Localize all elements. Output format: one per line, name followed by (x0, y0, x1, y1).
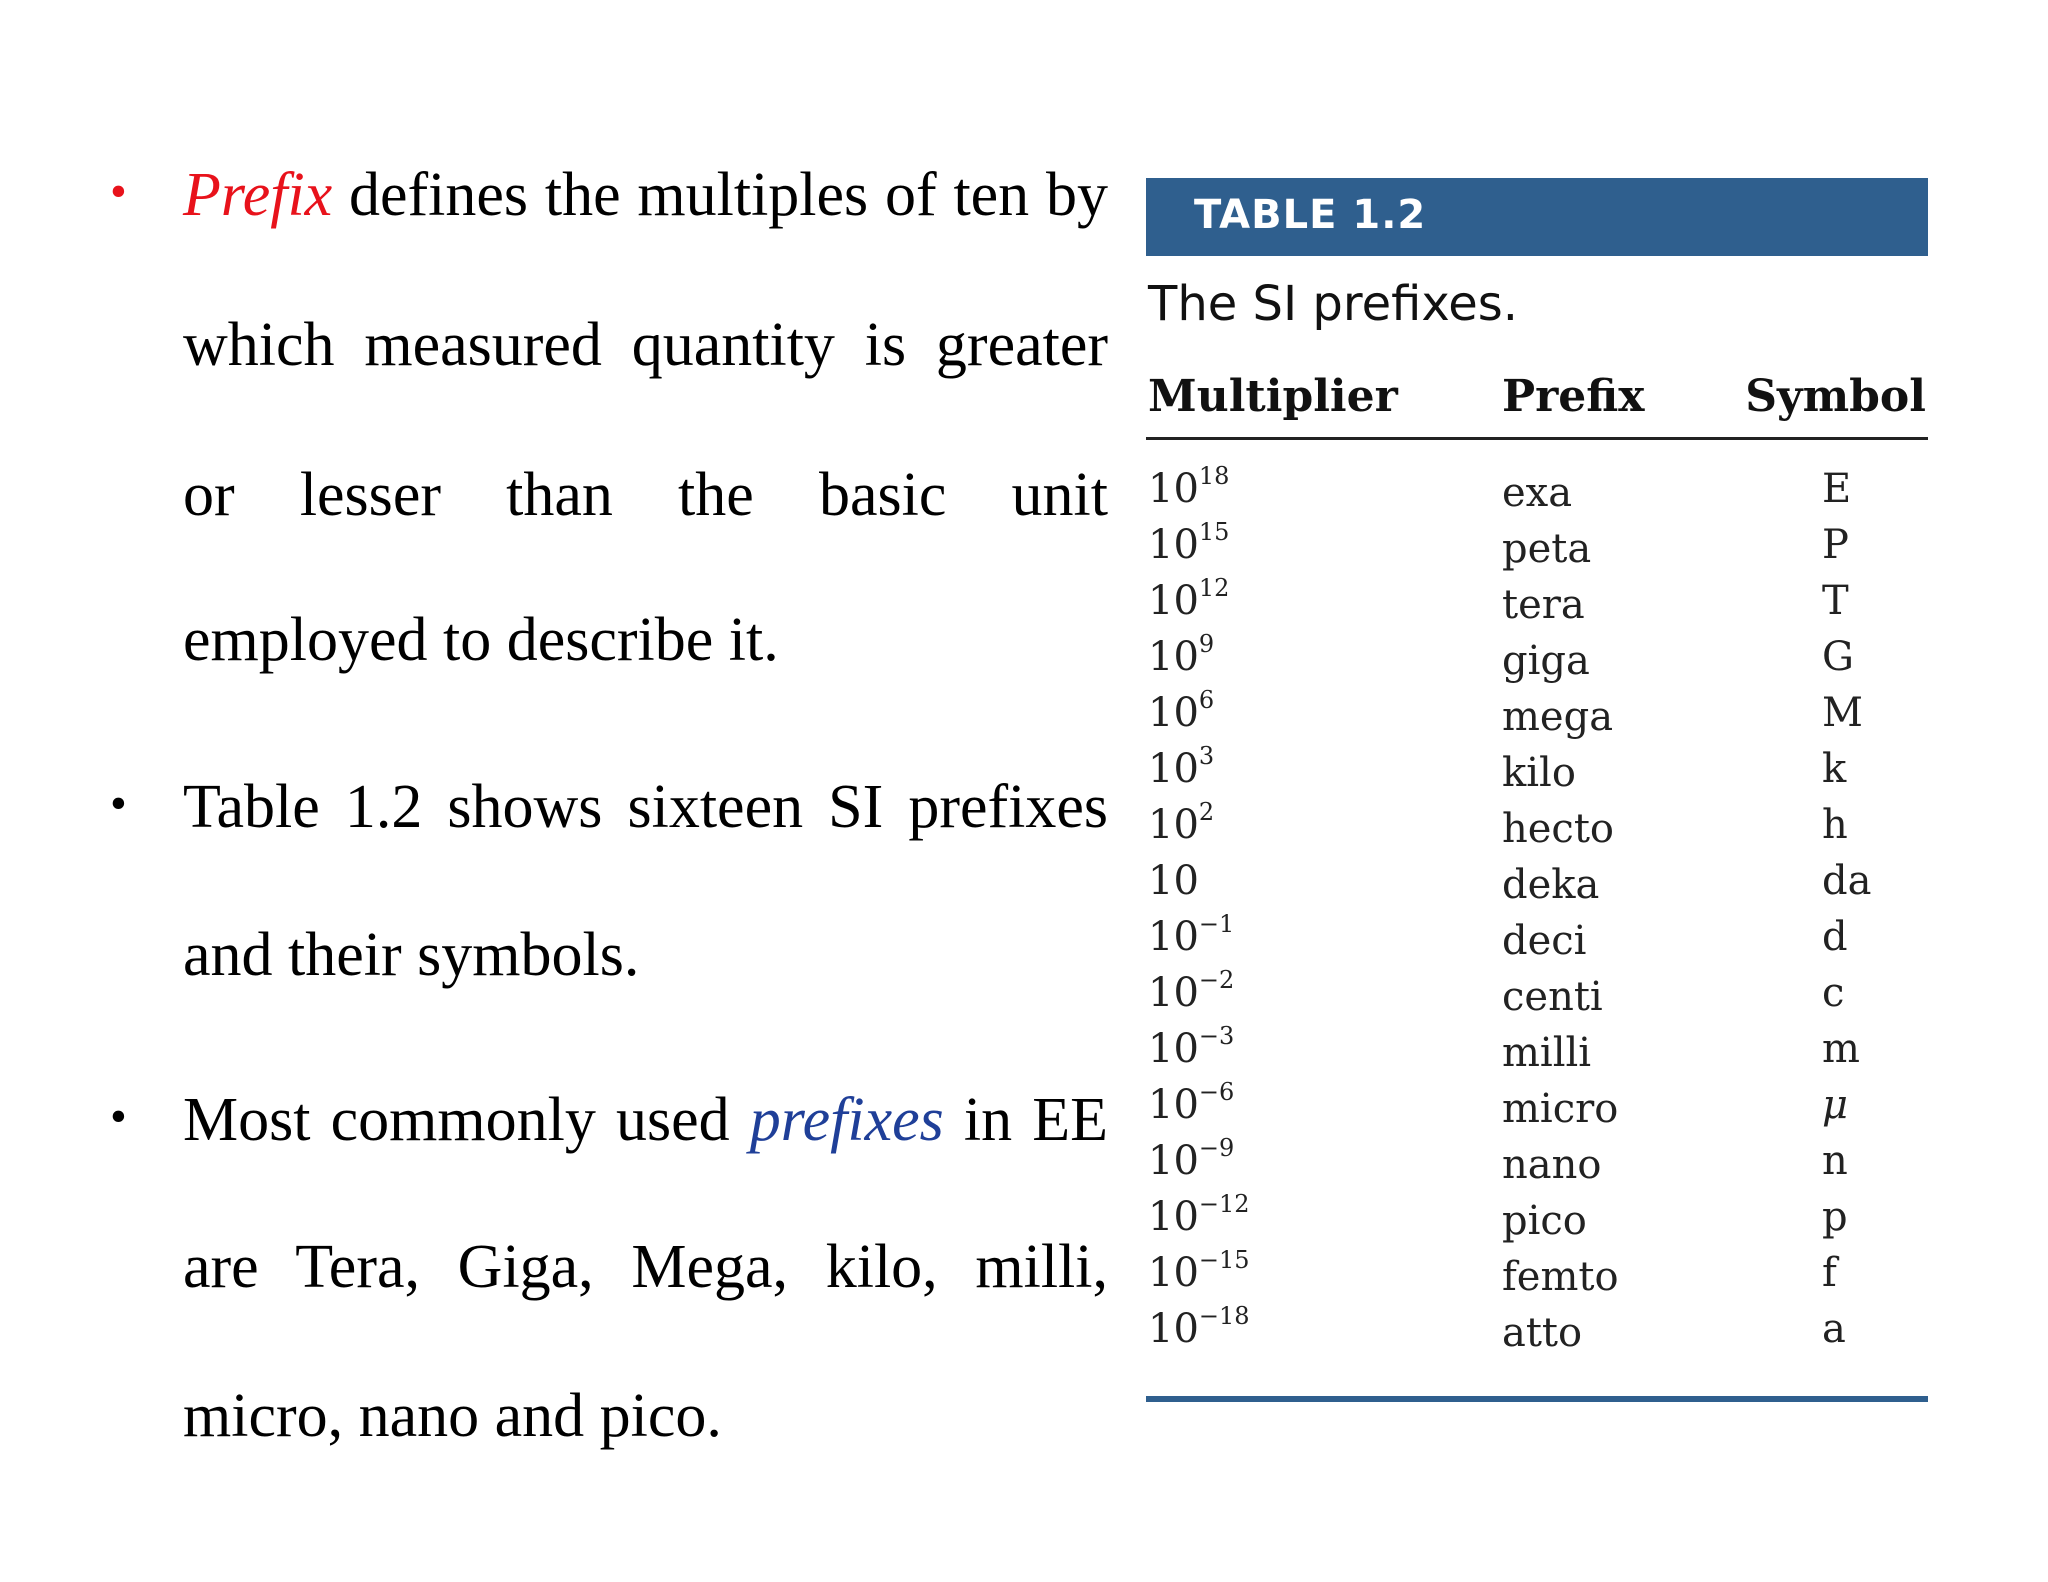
multiplier-cell (1148, 517, 1230, 568)
header-rule (1146, 437, 1928, 440)
bullet-3-line-3: micro, nano and pico. (183, 1382, 722, 1450)
table-header-bar (1146, 178, 1928, 256)
table-row (1146, 572, 1928, 628)
symbol-cell: d (1822, 914, 1848, 960)
bullet-3-line-2: are Tera, Giga, Mega, kilo, milli, (183, 1233, 1108, 1301)
multiplier-exponent: −18 (1198, 1301, 1250, 1330)
multiplier-cell (1148, 797, 1215, 848)
bullet-1-line-1 (183, 158, 1108, 232)
multiplier-base: 10 (1148, 690, 1199, 736)
multiplier-base: 10 (1148, 746, 1199, 792)
multiplier-exponent: −1 (1198, 909, 1235, 938)
table-row (1146, 740, 1928, 796)
multiplier-exponent: 12 (1198, 573, 1230, 602)
multiplier-base: 10 (1148, 1026, 1199, 1072)
bullet-1-line-3: or lesser than the basic unit (183, 461, 1108, 529)
multiplier-exponent: 15 (1198, 517, 1230, 546)
multiplier-cell (1148, 629, 1215, 680)
table-row (1146, 1188, 1928, 1244)
multiplier-base: 10 (1148, 578, 1199, 624)
multiplier-base: 10 (1148, 634, 1199, 680)
table-row (1146, 1020, 1928, 1076)
table-row (1146, 852, 1928, 908)
prefix-cell: giga (1502, 638, 1590, 684)
symbol-cell: μ (1822, 1082, 1848, 1128)
symbol-cell: G (1822, 634, 1854, 680)
bullet-marker: • (110, 777, 127, 830)
multiplier-cell (1148, 858, 1199, 904)
prefix-cell: atto (1502, 1310, 1583, 1356)
prefix-cell: deci (1502, 918, 1587, 964)
multiplier-base: 10 (1148, 1306, 1199, 1352)
multiplier-cell (1148, 1301, 1250, 1352)
multiplier-cell (1148, 1245, 1250, 1296)
multiplier-exponent: −9 (1198, 1133, 1235, 1162)
table-row (1146, 460, 1928, 516)
bullet-marker: • (110, 1090, 127, 1143)
multiplier-cell (1148, 909, 1235, 960)
symbol-cell: P (1822, 522, 1849, 568)
symbol-cell: E (1822, 466, 1852, 512)
prefix-cell: hecto (1502, 806, 1614, 852)
multiplier-base: 10 (1148, 522, 1199, 568)
prefix-cell: exa (1502, 470, 1573, 516)
bullet-text: Most commonly used (183, 1086, 750, 1154)
symbol-cell: n (1822, 1138, 1848, 1184)
prefix-cell: tera (1502, 582, 1585, 628)
multiplier-cell (1148, 573, 1230, 624)
table-row (1146, 516, 1928, 572)
multiplier-base: 10 (1148, 1250, 1199, 1296)
table-body (1146, 460, 1928, 1356)
multiplier-exponent: 3 (1198, 741, 1215, 770)
multiplier-cell (1148, 965, 1235, 1016)
symbol-cell: c (1822, 970, 1845, 1016)
bullet-marker: • (110, 165, 127, 218)
multiplier-base: 10 (1148, 1194, 1199, 1240)
table-row (1146, 684, 1928, 740)
symbol-cell: T (1822, 578, 1849, 624)
bullet-1-line-4: employed to describe it. (183, 606, 779, 674)
table-label: TABLE 1.2 (1194, 192, 1427, 238)
prefix-cell: nano (1502, 1142, 1602, 1188)
bullet-2-line-2: and their symbols. (183, 921, 640, 989)
symbol-cell: a (1822, 1306, 1846, 1352)
table-row (1146, 796, 1928, 852)
multiplier-base: 10 (1148, 466, 1199, 512)
table-row (1146, 1132, 1928, 1188)
table-row (1146, 964, 1928, 1020)
prefix-cell: kilo (1502, 750, 1576, 796)
multiplier-exponent: 2 (1198, 797, 1215, 826)
table-caption: The SI prefixes. (1148, 276, 1519, 332)
symbol-cell: m (1822, 1026, 1860, 1072)
column-header-prefix: Prefix (1502, 371, 1645, 422)
table-row (1146, 1300, 1928, 1356)
prefix-cell: peta (1502, 526, 1592, 572)
prefix-cell: centi (1502, 974, 1603, 1020)
prefix-cell: pico (1502, 1198, 1587, 1244)
prefix-cell: femto (1502, 1254, 1619, 1300)
bullet-2-line-1: Table 1.2 shows sixteen SI prefixes (183, 773, 1108, 841)
table-bottom-rule (1146, 1396, 1928, 1402)
multiplier-cell (1148, 1021, 1235, 1072)
bullet-3-line-1 (183, 1083, 1108, 1157)
multiplier-cell (1148, 685, 1215, 736)
bullet-text: defines the multiples of ten by (332, 161, 1108, 229)
multiplier-exponent: −3 (1198, 1021, 1235, 1050)
table-row (1146, 908, 1928, 964)
multiplier-cell (1148, 461, 1230, 512)
multiplier-base: 10 (1148, 1138, 1199, 1184)
prefix-term: Prefix (183, 161, 333, 229)
table-row (1146, 628, 1928, 684)
symbol-cell: p (1822, 1194, 1848, 1240)
symbol-cell: h (1822, 802, 1848, 848)
multiplier-cell (1148, 1077, 1235, 1128)
multiplier-exponent: −2 (1198, 965, 1235, 994)
multiplier-exponent: 6 (1198, 685, 1215, 714)
symbol-cell: M (1822, 690, 1863, 736)
column-header-multiplier: Multiplier (1148, 371, 1398, 422)
prefix-cell: milli (1502, 1030, 1592, 1076)
bullet-1-line-2: which measured quantity is greater (183, 311, 1108, 379)
multiplier-cell (1148, 741, 1215, 792)
si-prefix-table (1146, 178, 1928, 1404)
multiplier-exponent: 18 (1198, 461, 1230, 490)
multiplier-base: 10 (1148, 858, 1199, 904)
multiplier-base: 10 (1148, 970, 1199, 1016)
multiplier-exponent: −6 (1198, 1077, 1235, 1106)
column-header-symbol: Symbol (1745, 371, 1926, 422)
table-row (1146, 1244, 1928, 1300)
prefixes-term: prefixes (749, 1086, 944, 1154)
multiplier-cell (1148, 1189, 1250, 1240)
symbol-cell: k (1822, 746, 1847, 792)
symbol-cell: da (1822, 858, 1872, 904)
prefix-cell: micro (1502, 1086, 1619, 1132)
bullet-text: in EE (943, 1086, 1108, 1154)
multiplier-base: 10 (1148, 914, 1199, 960)
multiplier-base: 10 (1148, 1082, 1199, 1128)
multiplier-exponent: −12 (1198, 1189, 1250, 1218)
multiplier-exponent: 9 (1198, 629, 1215, 658)
table-row (1146, 1076, 1928, 1132)
multiplier-cell (1148, 1133, 1235, 1184)
multiplier-base: 10 (1148, 802, 1199, 848)
prefix-cell: mega (1502, 694, 1614, 740)
prefix-cell: deka (1502, 862, 1600, 908)
multiplier-exponent: −15 (1198, 1245, 1250, 1274)
symbol-cell: f (1822, 1250, 1837, 1296)
